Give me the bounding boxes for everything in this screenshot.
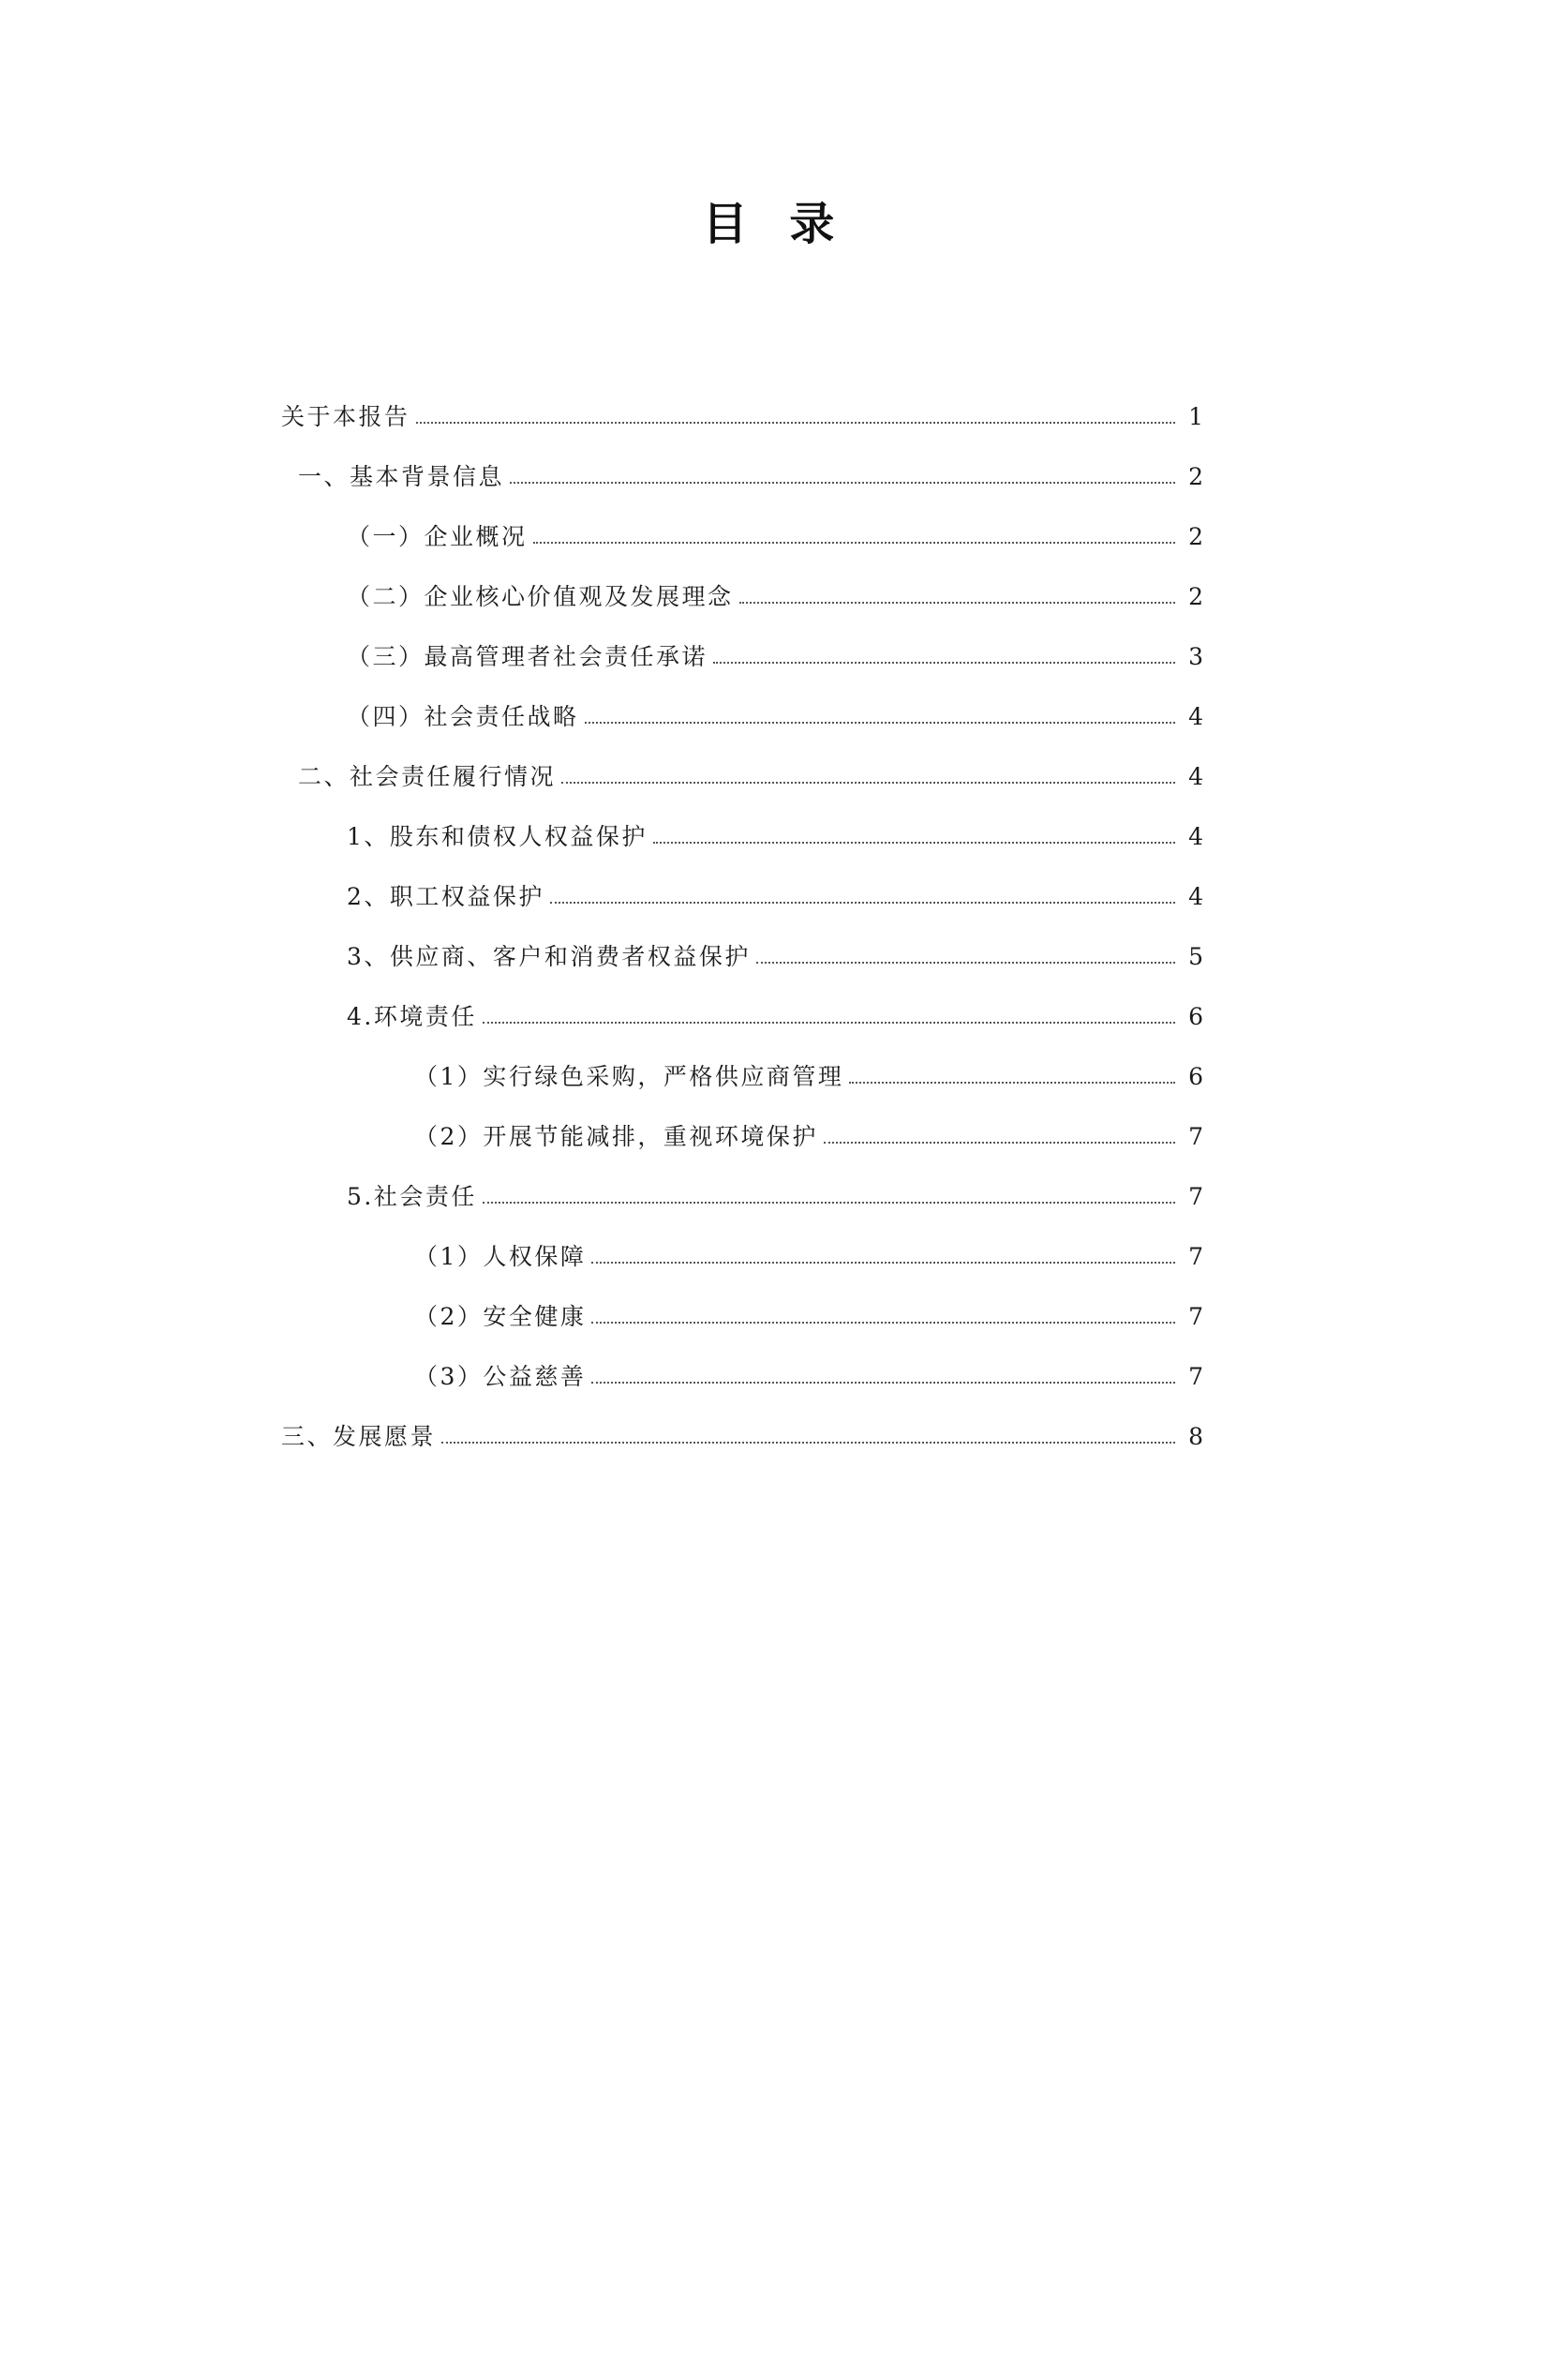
toc-entry[interactable] [281,374,1203,434]
toc-page-number: 4 [1188,883,1203,910]
toc-entry-label: 2、职工权益保护 [347,883,544,910]
toc-leader-dots [756,962,1175,964]
toc-entry[interactable] [298,434,1203,494]
toc-entry[interactable] [347,794,1203,854]
toc-page-number: 7 [1188,1183,1203,1210]
toc-page-number: 7 [1188,1243,1203,1270]
toc-entry-label: 一、基本背景信息 [298,463,505,490]
toc-entry[interactable] [347,914,1203,974]
toc-leader-dots [585,722,1175,724]
toc-page-number: 7 [1188,1363,1203,1390]
toc-entry[interactable] [347,854,1203,914]
toc-entry[interactable] [414,1094,1203,1154]
toc-entry-label: （2）开展节能减排，重视环境保护 [414,1123,818,1150]
table-of-contents [0,374,1550,1454]
toc-leader-dots [713,662,1175,664]
toc-entry[interactable] [414,1274,1203,1334]
toc-page-number: 5 [1188,943,1203,970]
toc-leader-dots [483,1202,1175,1204]
toc-entry[interactable] [281,1394,1203,1454]
toc-leader-dots [591,1262,1175,1264]
toc-leader-dots [739,602,1175,604]
toc-leader-dots [561,782,1175,784]
toc-page-number: 6 [1188,1063,1203,1090]
toc-entry[interactable] [414,1334,1203,1394]
toc-leader-dots [653,842,1175,844]
toc-entry-label: （3）公益慈善 [414,1363,587,1390]
toc-entry-label: 5.社会责任 [347,1183,477,1210]
page-title: 目 录 [702,198,848,250]
toc-page-number: 2 [1188,583,1203,610]
toc-leader-dots [550,902,1175,904]
toc-leader-dots [416,422,1175,424]
document-page [0,187,1550,2380]
toc-page-number: 1 [1188,403,1203,430]
toc-leader-dots [510,482,1175,484]
toc-entry[interactable] [347,974,1203,1034]
toc-entry-label: 关于本报告 [281,403,410,430]
toc-entry[interactable] [414,1214,1203,1274]
toc-entry-label: （1）人权保障 [414,1243,587,1270]
toc-entry-label: （二）企业核心价值观及发展理念 [347,583,734,610]
toc-entry-label: （2）安全健康 [414,1303,587,1330]
toc-page-number: 2 [1188,463,1203,490]
toc-entry[interactable] [414,1034,1203,1094]
toc-entry-label: （一）企业概况 [347,523,528,550]
toc-leader-dots [824,1142,1175,1144]
toc-page-number: 6 [1188,1003,1203,1030]
toc-leader-dots [533,542,1175,544]
toc-page-number: 3 [1188,643,1203,670]
toc-entry-label: 4.环境责任 [347,1003,477,1030]
toc-page-number: 2 [1188,523,1203,550]
toc-entry[interactable] [298,734,1203,794]
toc-entry-label: 1、股东和债权人权益保护 [347,823,648,850]
toc-entry[interactable] [347,674,1203,734]
toc-entry[interactable] [347,1154,1203,1214]
toc-leader-dots [483,1022,1175,1024]
toc-leader-dots [849,1082,1175,1084]
toc-page-number: 4 [1188,763,1203,790]
toc-page-number: 7 [1188,1303,1203,1330]
toc-leader-dots [591,1382,1175,1384]
toc-entry[interactable] [347,494,1203,554]
toc-entry-label: 三、发展愿景 [281,1423,437,1450]
toc-entry-label: （1）实行绿色采购，严格供应商管理 [414,1063,844,1090]
toc-entry-label: （三）最高管理者社会责任承诺 [347,643,708,670]
toc-leader-dots [591,1322,1175,1324]
toc-entry[interactable] [347,554,1203,614]
toc-entry-label: 二、社会责任履行情况 [298,763,557,790]
toc-page-number: 4 [1188,703,1203,730]
toc-page-number: 8 [1188,1423,1203,1450]
toc-page-number: 4 [1188,823,1203,850]
toc-page-number: 7 [1188,1123,1203,1150]
toc-entry[interactable] [347,614,1203,674]
toc-entry-label: 3、供应商、客户和消费者权益保护 [347,943,751,970]
toc-entry-label: （四）社会责任战略 [347,703,579,730]
toc-leader-dots [441,1442,1175,1444]
